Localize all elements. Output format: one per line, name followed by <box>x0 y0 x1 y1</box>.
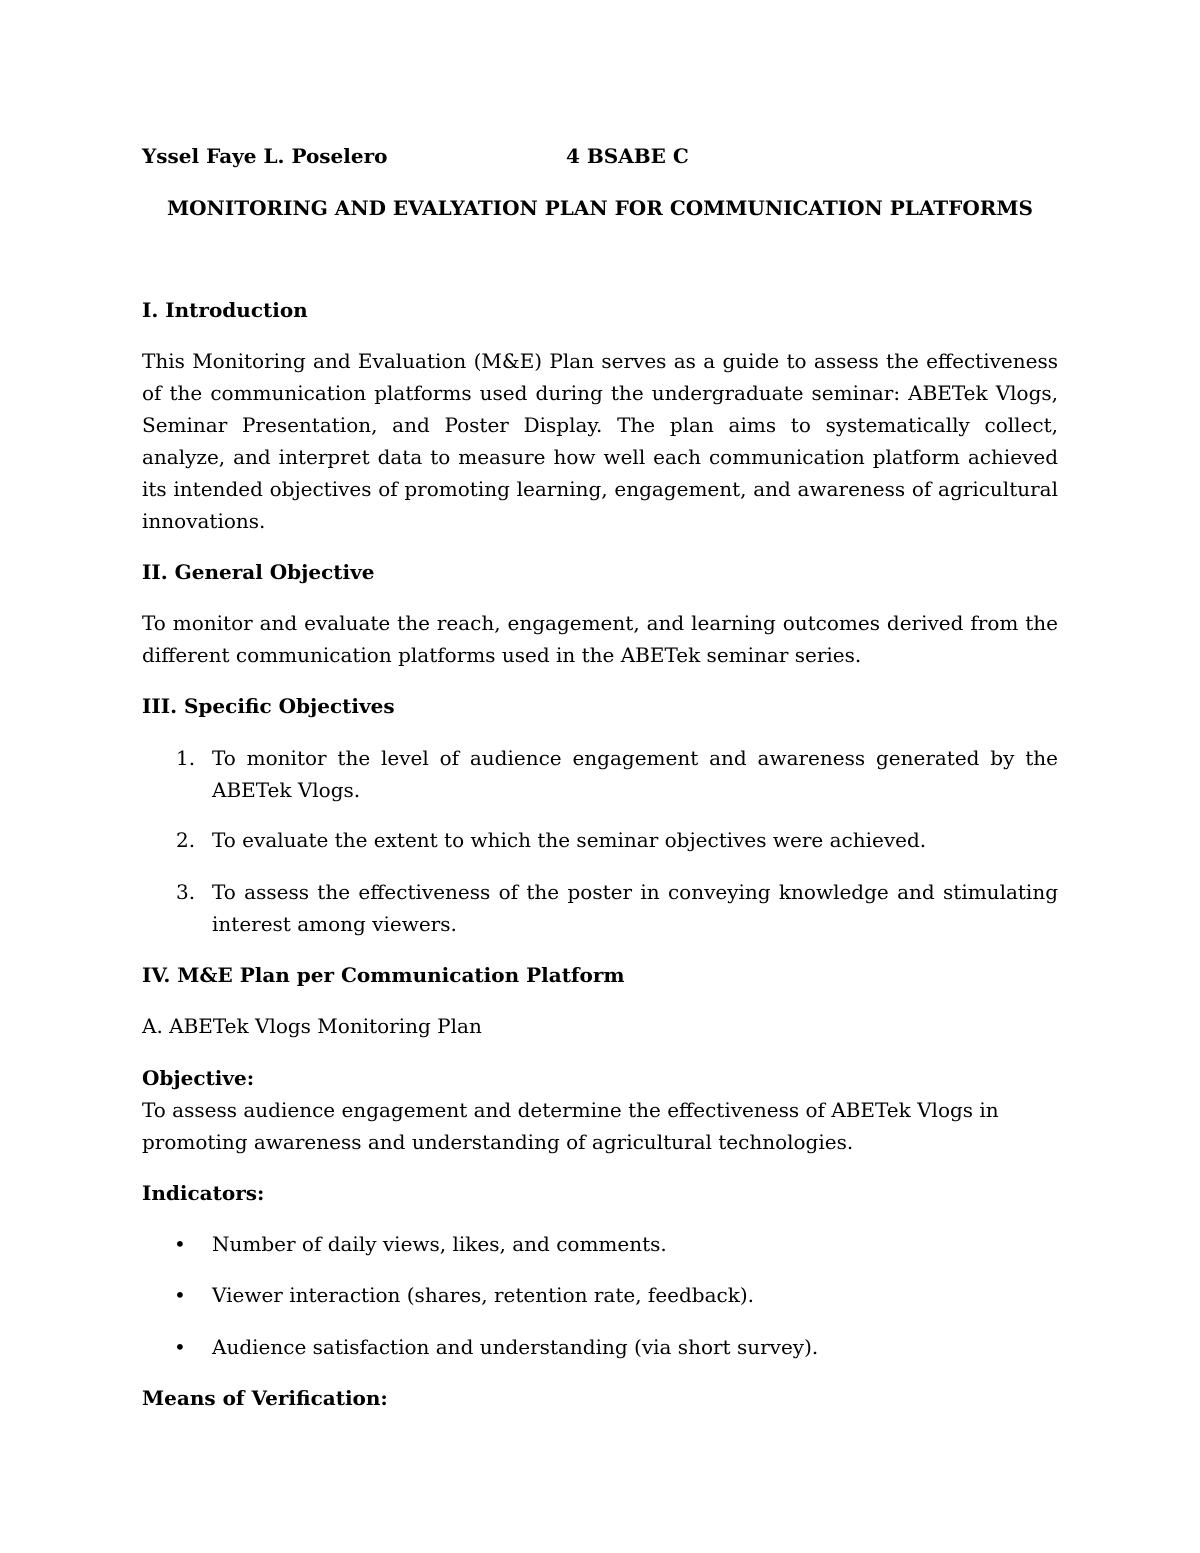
section-heading-general-objective: II. General Objective <box>142 560 375 584</box>
section-heading-specific-objectives: III. Specific Objectives <box>142 694 395 718</box>
document-title: MONITORING AND EVALYATION PLAN FOR COMMUNICATION PLATFORMS <box>167 196 1033 220</box>
objective-text: To assess audience engagement and determine the effectiveness of ABETek Vlogs in promoting awareness and understanding of agricultural technologies. <box>142 1098 999 1154</box>
list-item-number: 2. <box>176 828 196 852</box>
indicator-item: Number of daily views, likes, and comments. <box>212 1232 667 1256</box>
author-name: Yssel Faye L. Poselero <box>142 144 388 168</box>
objective-label: Objective: <box>142 1066 255 1090</box>
course-section: 4 BSABE C <box>566 144 689 168</box>
general-objective-paragraph: To monitor and evaluate the reach, engagement, and learning outcomes derived from the different communication platforms used in the ABETek seminar series. <box>142 611 1058 667</box>
list-item-number: 3. <box>176 880 196 904</box>
introduction-paragraph: This Monitoring and Evaluation (M&E) Plan serves as a guide to assess the effectiveness of the communication platforms used during the undergraduate seminar: ABETek Vlogs, Seminar Presentation, and Poster Display. The plan aims to systematically collect, analyze, and interpret data to measure how well each communication platform achieved its intended objectives of promoting learning, engagement, and awareness of agricultural innovations. <box>142 349 1058 533</box>
header-line <box>142 140 1058 172</box>
list-item-text: To evaluate the extent to which the seminar objectives were achieved. <box>212 828 927 852</box>
indicator-item: Audience satisfaction and understanding (via short survey). <box>212 1335 819 1359</box>
bullet-icon: • <box>174 1335 186 1359</box>
bullet-icon: • <box>174 1232 186 1256</box>
subsection-heading-vlogs: A. ABETek Vlogs Monitoring Plan <box>142 1014 482 1038</box>
indicators-label: Indicators: <box>142 1181 265 1205</box>
means-of-verification-label: Means of Verification: <box>142 1386 388 1410</box>
list-item-text: To monitor the level of audience engagement and awareness generated by the ABETek Vlogs. <box>212 746 1058 802</box>
bullet-icon: • <box>174 1283 186 1307</box>
list-item-text: To assess the effectiveness of the poster in conveying knowledge and stimulating interest among viewers. <box>212 880 1058 936</box>
section-heading-introduction: I. Introduction <box>142 298 308 322</box>
section-heading-me-plan: IV. M&E Plan per Communication Platform <box>142 963 625 987</box>
list-item-number: 1. <box>176 746 196 770</box>
indicator-item: Viewer interaction (shares, retention rate, feedback). <box>212 1283 755 1307</box>
